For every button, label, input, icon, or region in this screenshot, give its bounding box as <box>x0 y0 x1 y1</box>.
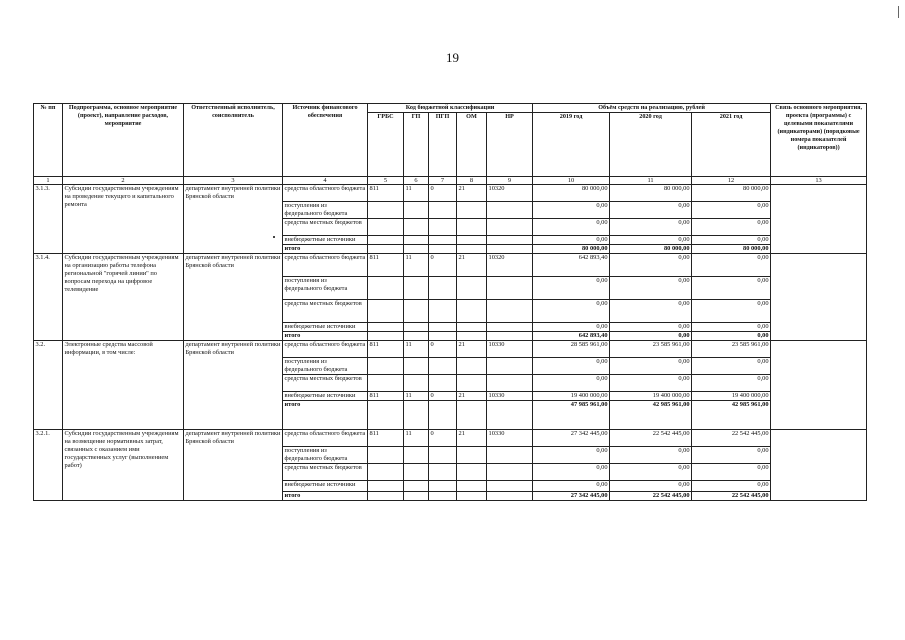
code-om <box>457 375 487 392</box>
amount-2020: 0,00 <box>610 254 692 277</box>
code-om <box>457 358 487 375</box>
amount-2021: 0,00 <box>692 323 771 332</box>
funding-source: средства местных бюджетов <box>283 375 368 392</box>
code-om <box>457 300 487 323</box>
header-pgp: ПГП <box>429 113 457 177</box>
column-number: 10 <box>533 177 610 185</box>
amount-2019: 47 985 961,00 <box>533 401 610 430</box>
code-pgp <box>429 358 457 375</box>
amount-2020: 0,00 <box>610 358 692 375</box>
code-grbs <box>368 332 404 341</box>
code-pgp <box>429 202 457 219</box>
funding-source: поступления из федерального бюджета <box>283 358 368 375</box>
column-number: 7 <box>429 177 457 185</box>
amount-2019: 642 893,40 <box>533 332 610 341</box>
code-gp <box>404 323 429 332</box>
code-grbs: 811 <box>368 392 404 401</box>
code-pgp: 0 <box>429 185 457 202</box>
amount-2021: 80 000,00 <box>692 185 771 202</box>
item-executor: департамент внутренней политики Брянской области <box>184 341 283 430</box>
funding-source: поступления из федерального бюджета <box>283 202 368 219</box>
amount-2021: 0,00 <box>692 375 771 392</box>
code-pgp <box>429 481 457 492</box>
amount-2020: 19 400 000,00 <box>610 392 692 401</box>
funding-source: средства областного бюджета <box>283 254 368 277</box>
column-number: 11 <box>610 177 692 185</box>
amount-2019: 28 585 961,00 <box>533 341 610 358</box>
code-om <box>457 481 487 492</box>
amount-2019: 19 400 000,00 <box>533 392 610 401</box>
code-om <box>457 464 487 481</box>
amount-2019: 0,00 <box>533 375 610 392</box>
column-number: 2 <box>63 177 184 185</box>
funding-source: средства областного бюджета <box>283 430 368 447</box>
code-grbs <box>368 245 404 254</box>
code-om: 21 <box>457 341 487 358</box>
code-om <box>457 332 487 341</box>
code-grbs <box>368 481 404 492</box>
amount-2019: 0,00 <box>533 481 610 492</box>
code-pgp <box>429 375 457 392</box>
header-om: ОМ <box>457 113 487 177</box>
amount-2019: 0,00 <box>533 464 610 481</box>
funding-source: внебюджетные источники <box>283 392 368 401</box>
code-nr <box>487 492 533 501</box>
header-subprogram: Подпрограмма, основное мероприятие (проект), направление расходов, мероприятие <box>63 104 184 177</box>
code-grbs: 811 <box>368 185 404 202</box>
header-2019: 2019 год <box>533 113 610 177</box>
code-grbs: 811 <box>368 341 404 358</box>
code-grbs <box>368 492 404 501</box>
code-pgp <box>429 300 457 323</box>
code-om <box>457 219 487 236</box>
header-nr: НР <box>487 113 533 177</box>
header-source: Источник финансового обеспечения <box>283 104 368 177</box>
amount-2021: 0,00 <box>692 358 771 375</box>
code-nr <box>487 358 533 375</box>
code-gp <box>404 219 429 236</box>
code-grbs <box>368 202 404 219</box>
amount-2021: 42 985 961,00 <box>692 401 771 430</box>
funding-source: итого <box>283 245 368 254</box>
code-nr <box>487 236 533 245</box>
code-pgp <box>429 323 457 332</box>
header-num: № пп <box>34 104 63 177</box>
amount-2019: 0,00 <box>533 236 610 245</box>
code-gp: 11 <box>404 430 429 447</box>
funding-source: средства местных бюджетов <box>283 219 368 236</box>
amount-2019: 0,00 <box>533 358 610 375</box>
code-grbs <box>368 464 404 481</box>
code-grbs <box>368 219 404 236</box>
item-executor: департамент внутренней политики Брянской области <box>184 254 283 341</box>
code-pgp: 0 <box>429 341 457 358</box>
amount-2020: 0,00 <box>610 481 692 492</box>
amount-2020: 0,00 <box>610 332 692 341</box>
funding-source: средства областного бюджета <box>283 341 368 358</box>
indicator-link <box>771 254 867 341</box>
code-grbs <box>368 358 404 375</box>
code-grbs <box>368 300 404 323</box>
amount-2020: 23 585 961,00 <box>610 341 692 358</box>
code-gp <box>404 447 429 464</box>
amount-2019: 27 342 445,00 <box>533 430 610 447</box>
item-number: 3.2.1. <box>34 430 63 501</box>
header-link: Связь основного мероприятия, проекта (программы) с целевыми показателями (индикаторами) (порядковые номера показателей (индикаторов)) <box>771 104 867 177</box>
amount-2020: 22 542 445,00 <box>610 492 692 501</box>
amount-2019: 0,00 <box>533 202 610 219</box>
code-gp <box>404 277 429 300</box>
amount-2021: 0,00 <box>692 202 771 219</box>
amount-2021: 0,00 <box>692 219 771 236</box>
code-pgp <box>429 492 457 501</box>
indicator-link <box>771 341 867 430</box>
amount-2019: 80 000,00 <box>533 245 610 254</box>
amount-2021: 0,00 <box>692 254 771 277</box>
amount-2019: 80 000,00 <box>533 185 610 202</box>
amount-2020: 0,00 <box>610 323 692 332</box>
amount-2020: 0,00 <box>610 219 692 236</box>
code-om <box>457 447 487 464</box>
code-om: 21 <box>457 185 487 202</box>
amount-2019: 0,00 <box>533 323 610 332</box>
code-nr: 10320 <box>487 185 533 202</box>
code-nr <box>487 332 533 341</box>
amount-2019: 0,00 <box>533 219 610 236</box>
header-volume: Объём средств на реализацию, рублей <box>533 104 771 113</box>
code-pgp: 0 <box>429 392 457 401</box>
amount-2021: 0,00 <box>692 277 771 300</box>
code-pgp <box>429 332 457 341</box>
amount-2021: 80 000,00 <box>692 245 771 254</box>
code-gp: 11 <box>404 341 429 358</box>
column-number: 13 <box>771 177 867 185</box>
code-gp <box>404 375 429 392</box>
table-row <box>34 254 867 277</box>
item-name: Субсидии государственным учреждениям на возмещение нормативных затрат, связанных с оказанием ими государственных услуг (выполнением работ) <box>63 430 184 501</box>
table-row <box>34 185 867 202</box>
funding-source: итого <box>283 401 368 430</box>
funding-source: итого <box>283 492 368 501</box>
amount-2020: 22 542 445,00 <box>610 430 692 447</box>
amount-2020: 0,00 <box>610 236 692 245</box>
code-gp <box>404 358 429 375</box>
amount-2020: 0,00 <box>610 300 692 323</box>
amount-2020: 0,00 <box>610 277 692 300</box>
funding-source: поступления из федерального бюджета <box>283 277 368 300</box>
code-grbs <box>368 401 404 430</box>
funding-source: средства местных бюджетов <box>283 464 368 481</box>
amount-2021: 22 542 445,00 <box>692 492 771 501</box>
amount-2021: 0,00 <box>692 447 771 464</box>
code-pgp <box>429 447 457 464</box>
code-nr <box>487 401 533 430</box>
code-gp: 11 <box>404 254 429 277</box>
amount-2020: 0,00 <box>610 464 692 481</box>
code-grbs: 811 <box>368 430 404 447</box>
amount-2021: 19 400 000,00 <box>692 392 771 401</box>
code-pgp: 0 <box>429 430 457 447</box>
item-executor: департамент внутренней политики Брянской области <box>184 430 283 501</box>
item-executor: департамент внутренней политики Брянской области <box>184 185 283 254</box>
code-pgp: 0 <box>429 254 457 277</box>
code-gp: 11 <box>404 185 429 202</box>
amount-2021: 0,00 <box>692 481 771 492</box>
code-gp <box>404 332 429 341</box>
funding-source: внебюджетные источники <box>283 236 368 245</box>
column-number: 9 <box>487 177 533 185</box>
column-number: 6 <box>404 177 429 185</box>
code-grbs <box>368 375 404 392</box>
code-om <box>457 323 487 332</box>
page-number: 19 <box>446 50 459 65</box>
code-om: 21 <box>457 254 487 277</box>
code-pgp <box>429 219 457 236</box>
code-nr <box>487 245 533 254</box>
code-gp <box>404 481 429 492</box>
code-nr <box>487 375 533 392</box>
amount-2021: 0,00 <box>692 464 771 481</box>
code-nr: 10330 <box>487 341 533 358</box>
code-grbs <box>368 447 404 464</box>
header-grbs: ГРБС <box>368 113 404 177</box>
code-nr <box>487 277 533 300</box>
funding-source: итого <box>283 332 368 341</box>
header-gp: ГП <box>404 113 429 177</box>
amount-2019: 0,00 <box>533 447 610 464</box>
table-row <box>34 430 867 447</box>
code-nr: 10330 <box>487 392 533 401</box>
header-2021: 2021 год <box>692 113 771 177</box>
item-name: Электронные средства массовой информации, в том числе: <box>63 341 184 430</box>
column-number: 1 <box>34 177 63 185</box>
item-number: 3.1.4. <box>34 254 63 341</box>
code-gp <box>404 202 429 219</box>
code-nr <box>487 481 533 492</box>
code-gp: 11 <box>404 392 429 401</box>
column-number: 3 <box>184 177 283 185</box>
amount-2019: 0,00 <box>533 277 610 300</box>
funding-source: средства местных бюджетов <box>283 300 368 323</box>
code-om <box>457 245 487 254</box>
code-gp <box>404 492 429 501</box>
code-om <box>457 401 487 430</box>
amount-2019: 642 893,40 <box>533 254 610 277</box>
code-om <box>457 492 487 501</box>
code-nr: 10320 <box>487 254 533 277</box>
code-gp <box>404 300 429 323</box>
code-om: 21 <box>457 430 487 447</box>
code-grbs <box>368 277 404 300</box>
funding-source: средства областного бюджета <box>283 185 368 202</box>
code-pgp <box>429 464 457 481</box>
funding-source: внебюджетные источники <box>283 323 368 332</box>
code-om <box>457 236 487 245</box>
item-number: 3.2. <box>34 341 63 430</box>
code-nr <box>487 300 533 323</box>
code-grbs <box>368 236 404 245</box>
budget-table <box>33 103 867 501</box>
column-number: 12 <box>692 177 771 185</box>
code-pgp <box>429 277 457 300</box>
amount-2021: 0,00 <box>692 236 771 245</box>
code-pgp <box>429 245 457 254</box>
header-2020: 2020 год <box>610 113 692 177</box>
code-gp <box>404 401 429 430</box>
code-nr: 10330 <box>487 430 533 447</box>
amount-2020: 0,00 <box>610 375 692 392</box>
code-grbs <box>368 323 404 332</box>
item-name: Субсидии государственным учреждениям на организацию работы телефона региональной "горячей линии" по вопросам перехода на цифровое телевидение <box>63 254 184 341</box>
table-row <box>34 341 867 358</box>
code-om <box>457 277 487 300</box>
code-nr <box>487 219 533 236</box>
amount-2020: 80 000,00 <box>610 245 692 254</box>
code-om <box>457 202 487 219</box>
column-number: 8 <box>457 177 487 185</box>
edge-mark <box>898 6 899 18</box>
funding-source: внебюджетные источники <box>283 481 368 492</box>
amount-2021: 23 585 961,00 <box>692 341 771 358</box>
code-grbs: 811 <box>368 254 404 277</box>
code-nr <box>487 323 533 332</box>
code-nr <box>487 447 533 464</box>
indicator-link <box>771 430 867 501</box>
code-gp <box>404 464 429 481</box>
amount-2019: 27 342 445,00 <box>533 492 610 501</box>
indicator-link <box>771 185 867 254</box>
code-gp <box>404 236 429 245</box>
code-pgp <box>429 401 457 430</box>
amount-2021: 22 542 445,00 <box>692 430 771 447</box>
column-number: 5 <box>368 177 404 185</box>
header-executor: Ответственный исполнитель, соисполнитель <box>184 104 283 177</box>
amount-2021: 0,00 <box>692 300 771 323</box>
header-budget-code: Код бюджетной классификации <box>368 104 533 113</box>
item-number: 3.1.3. <box>34 185 63 254</box>
funding-source: поступления из федерального бюджета <box>283 447 368 464</box>
amount-2021: 0,00 <box>692 332 771 341</box>
amount-2020: 0,00 <box>610 447 692 464</box>
code-om: 21 <box>457 392 487 401</box>
amount-2020: 80 000,00 <box>610 185 692 202</box>
code-gp <box>404 245 429 254</box>
amount-2020: 0,00 <box>610 202 692 219</box>
code-pgp <box>429 236 457 245</box>
code-nr <box>487 464 533 481</box>
item-name: Субсидии государственным учреждениям на проведение текущего и капитального ремонта <box>63 185 184 254</box>
amount-2020: 42 985 961,00 <box>610 401 692 430</box>
column-number: 4 <box>283 177 368 185</box>
amount-2019: 0,00 <box>533 300 610 323</box>
code-nr <box>487 202 533 219</box>
table-body <box>34 185 867 501</box>
